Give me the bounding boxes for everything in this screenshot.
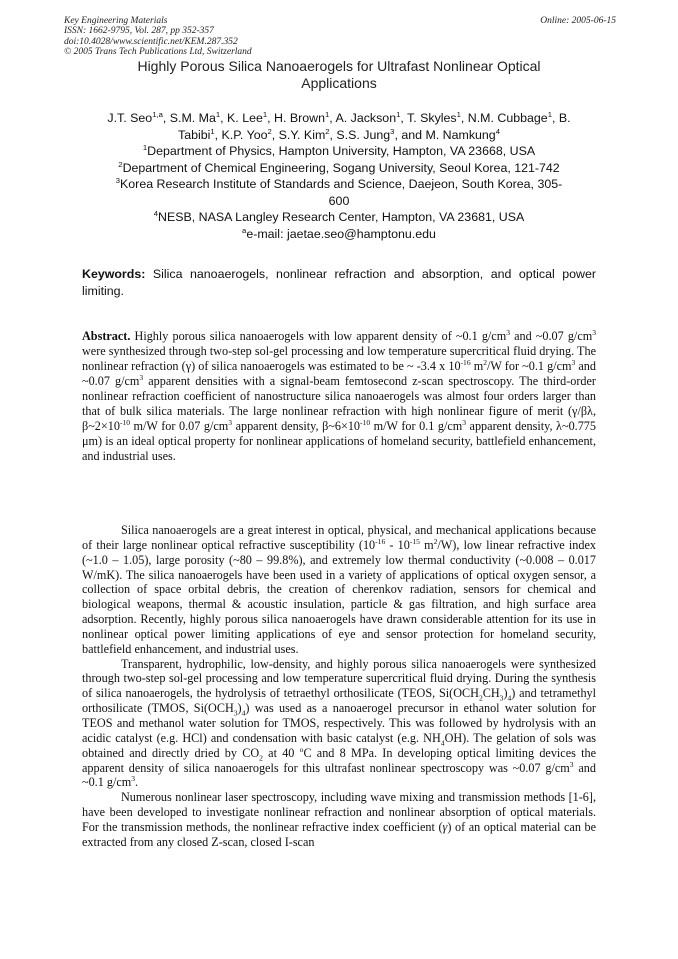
- author-name: , H. Brown: [267, 111, 325, 125]
- paragraph-text: and ~0.1 g/cm: [82, 760, 596, 790]
- doi-link[interactable]: doi:10.4028/www.scientific.net/KEM.287.352: [64, 36, 238, 47]
- paragraph-sub: 4: [507, 693, 512, 703]
- title-line-1: Highly Porous Silica Nanoaerogels for Ultrafast Nonlinear Optical: [137, 58, 541, 74]
- author-sup: 3: [390, 126, 395, 136]
- paragraph-sub: 4: [241, 708, 246, 718]
- author-name: , K. Lee: [220, 111, 263, 125]
- author-sup: 1: [325, 109, 330, 119]
- affiliation-text: Department of Chemical Engineering, Sogang University, Seoul Korea, 121-742: [122, 160, 560, 175]
- abstract-sup: 3: [228, 418, 233, 428]
- paragraph-sub: 3: [233, 708, 238, 718]
- affiliation-1: [82, 143, 596, 160]
- author-sup: 4: [495, 126, 500, 136]
- journal-name: Key Engineering Materials: [64, 16, 168, 26]
- email-text[interactable]: e-mail: jaetae.seo@hamptonu.edu: [246, 226, 436, 241]
- abstract-sup: 3: [506, 327, 510, 337]
- affiliation-text: Department of Physics, Hampton University, Hampton, VA 23668, USA: [147, 144, 536, 158]
- online-date: Online: 2005-06-15: [540, 16, 616, 26]
- author-name: , N.M. Cubbage: [460, 111, 548, 125]
- abstract-sup: 3: [462, 418, 467, 428]
- abstract-text: apparent density, λ~0.775 μm) is an ideal optical property for nonlinear applications of homeland security, battlefield enhancement, and industrial uses.: [82, 419, 596, 464]
- affiliation-sup: 2: [118, 159, 123, 169]
- author-sup: 2: [267, 126, 272, 136]
- author-sup: 1: [456, 109, 461, 119]
- author-name: , K.P. Yoo: [214, 127, 268, 142]
- body-paragraph-2: [82, 657, 596, 791]
- author-name: J.T. Seo: [107, 111, 153, 125]
- author-name: , S.S. Jung: [329, 127, 391, 142]
- paragraph-sup: 3: [131, 774, 136, 784]
- author-name: Tabibi: [178, 127, 211, 142]
- affiliation-2: [82, 160, 596, 177]
- paragraph-sub: 3: [499, 693, 504, 703]
- affiliation-sup: 3: [115, 175, 121, 185]
- paragraph-sub: 2: [478, 693, 483, 703]
- abstract-sup: 3: [139, 373, 144, 383]
- affiliation-3-continued: 600: [328, 193, 350, 208]
- paragraph-text: ) and tetramethyl orthosilicate (TMOS, Si(OCH: [82, 686, 597, 716]
- abstract-text: /W for ~0.1 g/cm: [487, 359, 572, 374]
- abstract-sup: -10: [119, 418, 131, 428]
- email-sup: a: [242, 225, 247, 235]
- affiliation-sup: 1: [142, 142, 148, 152]
- author-list-continued: [82, 127, 596, 144]
- paragraph-text: at 40: [262, 745, 300, 760]
- keywords-label: Keywords:: [82, 267, 146, 281]
- abstract-text: Highly porous silica nanoaerogels with low apparent density of ~0.1 g/cm: [130, 329, 507, 343]
- author-sup: 1: [396, 109, 401, 119]
- abstract-text: m/W for 0.07 g/cm: [130, 419, 229, 434]
- author-block: [82, 110, 596, 242]
- abstract-section: [82, 329, 596, 464]
- paragraph-sup: -15: [409, 536, 420, 546]
- abstract-sup: -10: [360, 418, 371, 428]
- affiliation-sup: 4: [153, 208, 159, 218]
- paragraph-text: - 10: [385, 537, 410, 552]
- affiliation-4: [82, 209, 596, 226]
- abstract-text: were synthesized through two-step sol-gel processing and low temperature supercritical fluid drying. The nonlinear refraction (γ) of silica nanoaerogels was estimated to be ~ -3.4 x 10: [82, 344, 596, 374]
- paragraph-text: ): [503, 686, 508, 701]
- abstract-sup: -16: [460, 358, 471, 368]
- abstract-text: apparent densities with a signal-beam femtosecond z-scan spectroscopy. The third-order nonlinear refraction coefficient of nanostructure silica nanoaerogels was almost four orders larger than that of bulk silica materials. The large nonlinear refraction with high nonlinear figure of merit (γ/βλ, β~2×10: [82, 374, 596, 434]
- paragraph-text: Transparent, hydrophilic, low-density, and highly porous silica nanoaerogels were synthesized through two-step sol-gel processing and low temperature supercritical fluid drying. During the synthesis of silica nanoaerogels, the hydrolysis of tetraethyl orthosilicate (TEOS, Si(OCH: [82, 656, 596, 701]
- abstract-text: and ~0.07 g/cm: [82, 359, 596, 389]
- author-name: , A. Jackson: [329, 111, 397, 125]
- body-paragraph-1: [82, 523, 596, 657]
- abstract-sup: 3: [592, 327, 596, 337]
- paragraph-text: ) was used as a nanoaerogel precursor in ethanol water solution for TEOS and methanol water solution for TMOS, respectively. This was followed by hydrolysis with an acidic catalyst (e.g. HCl) and condensation with basic catalyst (e.g. NH: [82, 701, 596, 745]
- paragraph-sup: -16: [375, 536, 386, 546]
- paragraph-sub: 4: [440, 738, 445, 748]
- abstract-sup: 2: [483, 358, 487, 368]
- author-sup: 2: [325, 126, 330, 136]
- abstract-text: m/W for 0.1 g/cm: [370, 419, 463, 434]
- paragraph-text: Numerous nonlinear laser spectroscopy, including wave mixing and transmission methods [1-6], have been developed to investigate nonlinear refraction and nonlinear absorption of optical materials. For the transmission methods, the nonlinear refractive index coefficient (: [82, 790, 596, 834]
- author-sup: 1: [210, 126, 215, 136]
- body-text: [82, 523, 596, 850]
- paragraph-text: Silica nanoaerogels are a great interest in optical, physical, and mechanical applications because of their large nonlinear optical refractive susceptibility (10: [82, 523, 596, 552]
- copyright-line: © 2005 Trans Tech Publications Ltd, Switzerland: [64, 47, 252, 58]
- keywords-text: Silica nanoaerogels, nonlinear refraction and absorption, and optical power limiting.: [82, 267, 596, 298]
- author-name: , T. Skyles: [400, 111, 457, 125]
- abstract-label: Abstract.: [82, 329, 131, 343]
- author-name: , S.Y. Kim: [271, 127, 326, 142]
- author-sup: 1: [262, 109, 268, 119]
- paragraph-text: OH). The gelation of sols was obtained and directly dried by CO: [82, 730, 596, 760]
- body-paragraph-3: [82, 790, 596, 849]
- affiliation-text: Korea Research Institute of Standards and Science, Daejeon, South Korea, 305-: [120, 177, 563, 191]
- paragraph-text: /W), low linear refractive index (~1.0 – 1.05), large porosity (~80 – 99.8%), and extremely low thermal conductivity (~0.008 – 0.017 W/mK). The silica nanoaerogels have been used in a variety of applications of optical oxygen sensor, a collection of space orbital debris, the creation of cherenkov radiation, sensors for chemical and biological weapons, thermal & acoustic insulation, particle & gas filtration, and high surface area adsorption. Recently, highly porous silica nanoaerogels have drawn considerable attention for its use in nonlinear optical power limiting applications of eye and sensor protection for homeland security, battlefield enhancement, and industrial uses.: [82, 537, 596, 656]
- author-name: , S.M. Ma: [162, 111, 216, 125]
- paper-title: [82, 58, 596, 92]
- paragraph-text: m: [419, 537, 434, 552]
- paragraph-sup: 2: [433, 536, 438, 546]
- author-list: [82, 110, 596, 127]
- keywords-section: [82, 266, 596, 299]
- issn-line: ISSN: 1662-9795, Vol. 287, pp 352-357: [64, 26, 214, 37]
- author-sup: 1: [547, 109, 552, 119]
- title-line-2: Applications: [301, 75, 377, 91]
- affiliation-3: [82, 176, 596, 193]
- paragraph-sup: 3: [569, 759, 574, 769]
- paragraph-text: ): [237, 701, 242, 716]
- paragraph-text: C and 8 MPa. In developing optical limiting devices the apparent density of silica nanoaerogels for this ultrafast nonlinear spectroscopy was ~0.07 g/cm: [82, 745, 596, 775]
- publication-header: [64, 16, 616, 58]
- gamma-symbol: γ: [442, 819, 448, 834]
- abstract-text: apparent density, β~6×10: [232, 419, 361, 434]
- paragraph-sub: 2: [259, 753, 263, 763]
- paragraph-text: CH: [482, 686, 500, 701]
- corresponding-email[interactable]: [82, 226, 596, 243]
- author-name: , B.: [551, 111, 571, 125]
- author-name: , and M. Namkung: [394, 127, 496, 142]
- paragraph-sup: o: [299, 744, 304, 754]
- abstract-sup: 3: [571, 358, 576, 368]
- author-sup: 1,a: [152, 109, 163, 119]
- author-sup: 1: [215, 109, 221, 119]
- abstract-text: and ~0.07 g/cm: [509, 329, 593, 343]
- paragraph-text: ) of an optical material can be extracted from any closed Z-scan, closed I-scan: [82, 819, 596, 849]
- paragraph-text: .: [135, 775, 139, 790]
- affiliation-text: NESB, NASA Langley Research Center, Hampton, VA 23681, USA: [158, 210, 525, 224]
- abstract-text: m: [470, 359, 484, 374]
